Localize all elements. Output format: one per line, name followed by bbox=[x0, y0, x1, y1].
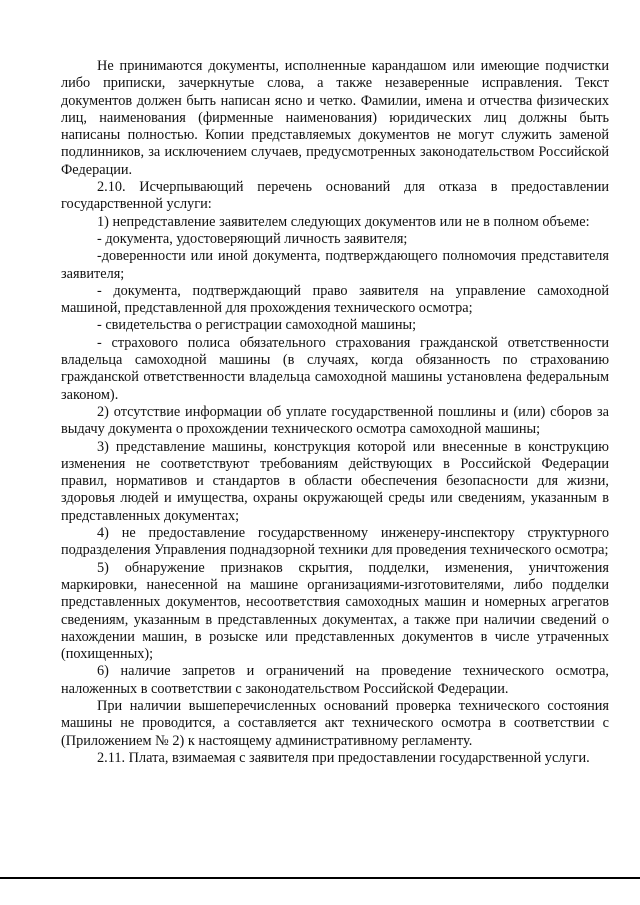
paragraph-item-1-registration-certificate: - свидетельства о регистрации самоходной машины; bbox=[97, 317, 417, 334]
paragraph-item-3: 3) представление машины, конструкция которой или внесенные в конструкцию изменения не соответствуют требованиям действующих в Российской Федерации правил, нормативов и стандартов в области обеспечения безопасности для жизни, здоровья людей и имущества, охраны окружающей среды или сведениям, указанным в представленных документах; bbox=[61, 438, 609, 524]
document-body bbox=[61, 58, 609, 767]
paragraph-item-1-insurance-policy: - страхового полиса обязательного страхования гражданской ответственности владельца самоходной машины (в случаях, когда обязанность по страхованию гражданской ответственности владельца самоходной машины установлена федеральным законом). bbox=[61, 334, 609, 403]
paragraph-item-5: 5) обнаружение признаков скрытия, подделки, изменения, уничтожения маркировки, нанесенной на машине организациями-изготовителями, либо подделки представленных документов, несоответствия самоходных машин и номерных агрегатов сведениям, указанным в представленных документах, а также при наличии сведений о нахождении машин, в розыске или представленных документов в числе утраченных (похищенных); bbox=[61, 559, 609, 663]
paragraph-item-1-power-of-attorney: -доверенности или иной документа, подтверждающего полномочия представителя заявителя; bbox=[61, 248, 609, 282]
paragraph-item-4: 4) не предоставление государственному инженеру-инспектору структурного подразделения Управления поднадзорной техники для проведения технического осмотра; bbox=[61, 525, 609, 559]
paragraph-item-6: 6) наличие запретов и ограничений на проведение технического осмотра, наложенных в соответствии с законодательством Российской Федерации. bbox=[61, 663, 609, 697]
paragraph-item-1-identity-document: - документа, удостоверяющий личность заявителя; bbox=[97, 230, 408, 247]
page-bottom-border bbox=[0, 877, 640, 879]
paragraph-item-1-driving-right: - документа, подтверждающий право заявителя на управление самоходной машиной, представленной для прохождения технического осмотра; bbox=[61, 282, 609, 317]
paragraph-item-2: 2) отсутствие информации об уплате государственной пошлины и (или) сборов за выдачу документа о прохождении технического осмотра самоходной машины; bbox=[61, 403, 609, 438]
paragraph-section-2-11: 2.11. Плата, взимаемая с заявителя при предоставлении государственной услуги. bbox=[97, 749, 590, 766]
paragraph-item-1: 1) непредставление заявителем следующих документов или не в полном объеме: bbox=[97, 213, 590, 230]
paragraph-section-2-10-heading: 2.10. Исчерпывающий перечень оснований для отказа в предоставлении государственной услуги: bbox=[61, 179, 609, 213]
paragraph-inspection-act: При наличии вышеперечисленных оснований проверка технического состояния машины не проводится, а составляется акт технического осмотра в соответствии с (Приложением № 2) к настоящему административному регламенту. bbox=[61, 697, 609, 749]
paragraph-documents-requirements: Не принимаются документы, исполненные карандашом или имеющие подчистки либо приписки, зачеркнутые слова, а также незаверенные исправления. Текст документов должен быть написан ясно и четко. Фамилии, имена и отчества физических лиц, наименования (фирменные наименования) юридических лиц должны быть написаны полностью. Копии представляемых документов не могут служить заменой подлинников, за исключением случаев, предусмотренных законодательством Российской Федерации. bbox=[61, 58, 609, 178]
